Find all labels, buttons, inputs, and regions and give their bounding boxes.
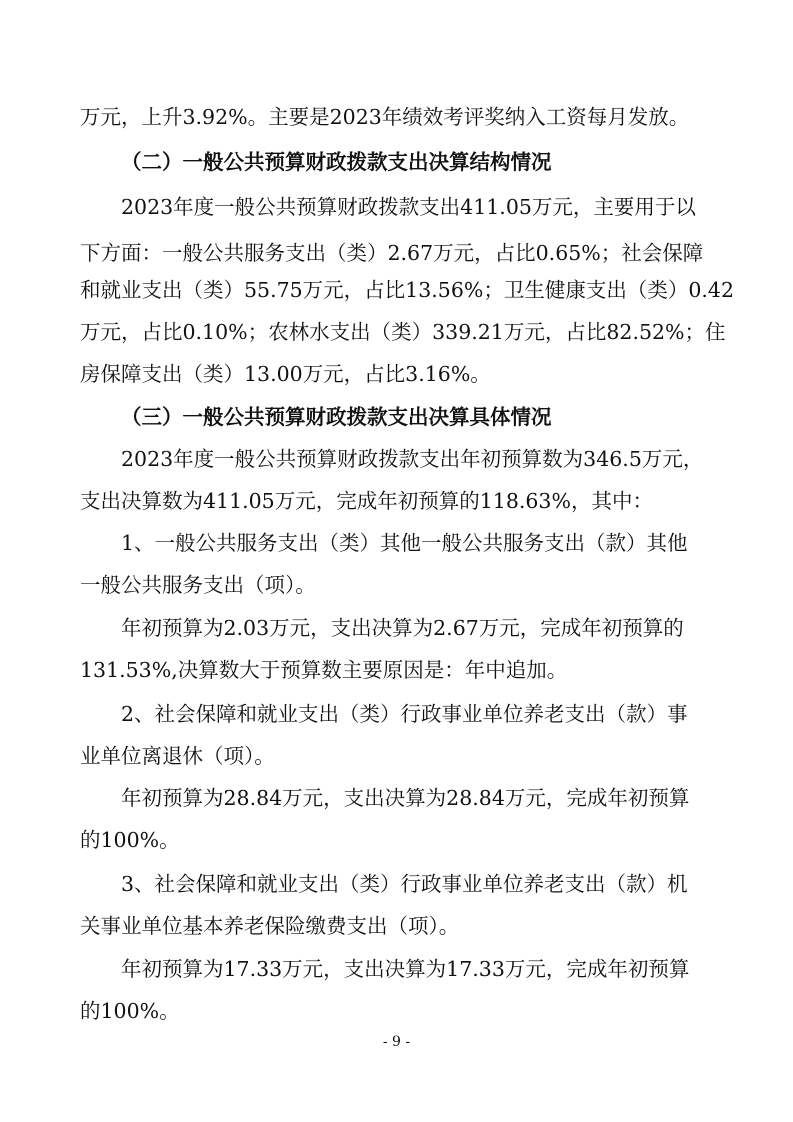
line-text: 房保障支出（类）13.00万元，占比3.16%。 <box>80 362 491 386</box>
line-text: 年初预算为28.84万元，支出决算为28.84万元，完成年初预算 <box>121 786 690 810</box>
paragraph-line <box>0 648 793 692</box>
heading-text: （三）一般公共预算财政拨款支出决算具体情况 <box>121 405 552 429</box>
heading-text: （二）一般公共预算财政拨款支出决算结构情况 <box>121 150 552 174</box>
paragraph-line <box>0 818 793 862</box>
paragraph-line <box>0 734 793 778</box>
paragraph-line <box>0 563 793 607</box>
paragraph-line <box>0 947 793 991</box>
page-number: - 9 - <box>382 1034 411 1050</box>
paragraph-line <box>0 185 793 229</box>
line-text: 2、社会保障和就业支出（类）行政事业单位养老支出（款）事 <box>121 702 688 726</box>
paragraph-line <box>0 95 793 139</box>
list-item-line <box>0 862 793 906</box>
paragraph-line <box>0 904 793 948</box>
line-text: 业单位离退休（项）。 <box>80 744 275 768</box>
line-text: 支出决算数为411.05万元，完成年初预算的118.63%，其中： <box>80 489 653 513</box>
line-text: 万元，占比0.10%；农林水支出（类）339.21万元，占比82.52%；住 <box>80 320 726 344</box>
line-text: 的100%。 <box>80 999 180 1023</box>
paragraph-line <box>0 776 793 820</box>
line-text: 的100%。 <box>80 828 180 852</box>
line-text: 2023年度一般公共预算财政拨款支出年初预算数为346.5万元， <box>121 447 704 471</box>
paragraph-line <box>0 479 793 523</box>
list-item-line <box>0 521 793 565</box>
paragraph-line <box>0 437 793 481</box>
line-text: 1、一般公共服务支出（类）其他一般公共服务支出（款）其他 <box>121 531 688 555</box>
line-text: 2023年度一般公共预算财政拨款支出411.05万元，主要用于以 <box>121 195 696 219</box>
paragraph-line <box>0 268 793 312</box>
list-item-line <box>0 692 793 736</box>
section-heading <box>0 140 793 184</box>
line-text: 年初预算为2.03万元，支出决算为2.67万元，完成年初预算的 <box>121 616 684 640</box>
line-text: 下方面：一般公共服务支出（类）2.67万元，占比0.65%；社会保障 <box>80 241 704 265</box>
line-text: 3、社会保障和就业支出（类）行政事业单位养老支出（款）机 <box>121 872 688 896</box>
paragraph-line <box>0 352 793 396</box>
line-text: 和就业支出（类）55.75万元，占比13.56%；卫生健康支出（类）0.42 <box>80 278 734 302</box>
line-text: 年初预算为17.33万元，支出决算为17.33万元，完成年初预算 <box>121 957 690 981</box>
line-text: 关事业单位基本养老保险缴费支出（项）。 <box>80 914 460 938</box>
paragraph-line <box>0 606 793 650</box>
line-text: 131.53%,决算数大于预算数主要原因是：年中追加。 <box>80 658 568 682</box>
section-heading <box>0 395 793 439</box>
paragraph-line <box>0 989 793 1033</box>
line-text: 万元，上升3.92%。主要是2023年绩效考评奖纳入工资每月发放。 <box>80 105 690 129</box>
line-text: 一般公共服务支出（项）。 <box>80 573 316 597</box>
paragraph-line <box>0 310 793 354</box>
